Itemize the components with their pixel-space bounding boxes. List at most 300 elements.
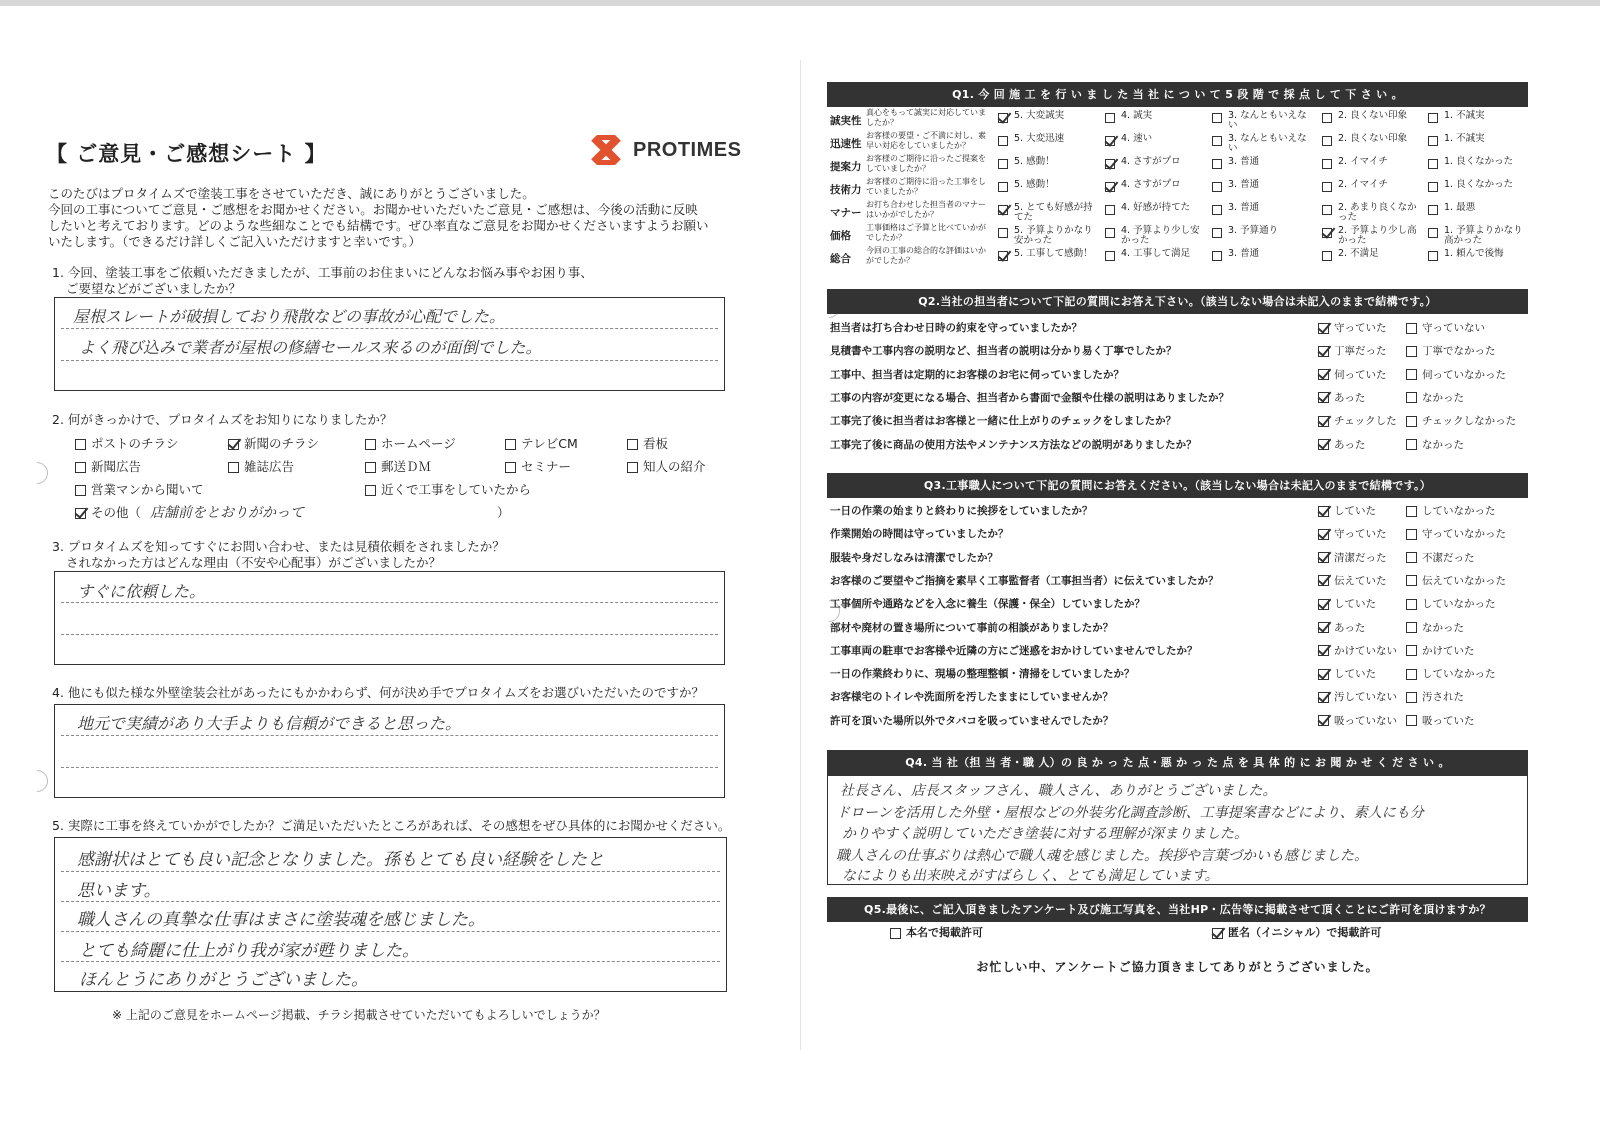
checkbox[interactable] [1428, 228, 1438, 238]
punch-hole [21, 765, 52, 796]
checkbox-checked[interactable] [1318, 439, 1329, 450]
checkbox [890, 928, 901, 939]
checkbox[interactable] [1212, 205, 1222, 215]
q1-choice-label: 3. なんともいえない [1228, 133, 1307, 154]
q4-header: Q4. 当 社（担 当 者・職 人）の 良 か っ た 点・悪 か っ た 点 を 具 体 的 に お 聞 か せ く だ さ い 。 [827, 750, 1528, 775]
q1-choice[interactable] [998, 111, 1098, 121]
q1-choice-label: 4. 予算より少し安かった [1121, 225, 1200, 246]
q1-choice[interactable] [1428, 249, 1528, 259]
checkbox[interactable] [1322, 205, 1332, 215]
answer-no[interactable] [1406, 713, 1475, 728]
checkbox [627, 462, 638, 473]
q4-answer-box[interactable] [827, 775, 1528, 885]
checkbox-checked[interactable] [1318, 715, 1329, 726]
answer-label: していた [1334, 668, 1376, 681]
q1-choice[interactable] [998, 226, 1098, 246]
checkbox[interactable] [1105, 113, 1115, 123]
answer-no[interactable] [1406, 437, 1464, 452]
q1-choice-label: 1. 良くなかった [1444, 179, 1514, 190]
answer-yes[interactable] [1318, 666, 1376, 681]
checkbox[interactable] [1406, 669, 1417, 680]
checkbox[interactable] [1322, 251, 1332, 261]
handwritten-answer: 地元で実績があり大手よりも信頼ができると思った。 [77, 714, 462, 733]
checkbox-checked[interactable] [998, 113, 1008, 123]
checkbox-checked[interactable] [1105, 159, 1115, 169]
q1-choice[interactable] [1322, 157, 1422, 167]
answer-yes[interactable] [1318, 343, 1387, 358]
answer-no[interactable] [1406, 320, 1485, 335]
q1-category: 誠実性 [830, 115, 862, 127]
checkbox-checked[interactable] [1318, 692, 1329, 703]
checkbox[interactable] [1406, 645, 1417, 656]
q1-choice[interactable] [1212, 111, 1312, 131]
checkbox-checked[interactable] [1318, 529, 1329, 540]
answer-label: 汚された [1422, 691, 1464, 704]
answer-yes[interactable] [1318, 643, 1397, 658]
question-text: 作業開始の時間は守っていましたか？ [830, 528, 1009, 541]
checkbox[interactable] [1428, 159, 1438, 169]
question-text: 一日の作業の始まりと終わりに挨拶をしていましたか？ [830, 505, 1093, 517]
answer-label: していなかった [1422, 598, 1496, 611]
answer-no[interactable] [1406, 596, 1496, 611]
q-line: ご要望などがございましたか？ [66, 281, 242, 296]
q1-row [828, 177, 1528, 200]
answer-label: 汚していない [1334, 691, 1397, 704]
q1-row [828, 131, 1528, 154]
answer-no[interactable] [1406, 643, 1475, 658]
q1-choice-label: 3. 普通 [1228, 248, 1260, 259]
q-line: 1. 今回、塗装工事をご依頼いただきましたが、工事前のお住まいにどんなお悩み事やお困り事、 [52, 265, 593, 280]
answer-yes[interactable] [1318, 526, 1387, 541]
answer-no[interactable] [1406, 503, 1496, 518]
checkbox[interactable] [1428, 251, 1438, 261]
left-q2-label: 2. 何がきっかけで、プロタイムズをお知りになりましたか？ [52, 412, 393, 427]
left-q1-answer-box[interactable] [54, 297, 725, 391]
handwritten-answer: 思います。 [77, 881, 161, 901]
checkbox-checked[interactable] [1318, 599, 1329, 610]
checkbox[interactable] [1428, 182, 1438, 192]
answer-no[interactable] [1406, 526, 1506, 541]
q1-choice-label: 4. 好感が持てた [1121, 202, 1191, 213]
checkbox-checked[interactable] [1105, 182, 1115, 192]
checkbox-checked[interactable] [1318, 416, 1329, 427]
q1-choice[interactable] [1105, 226, 1205, 246]
question-row [828, 639, 1528, 662]
source-option[interactable]: 新聞のチラシ [228, 436, 319, 452]
q1-choice-label: 5. 大変迅速 [1014, 133, 1065, 144]
checkbox-checked[interactable] [1318, 323, 1329, 334]
checkbox[interactable] [1212, 113, 1222, 123]
q1-choice[interactable] [1322, 111, 1422, 121]
checkbox[interactable] [998, 136, 1008, 146]
q1-category: 提案力 [830, 161, 862, 173]
checkbox[interactable] [998, 159, 1008, 169]
checkbox-checked[interactable] [998, 251, 1008, 261]
answer-yes[interactable] [1318, 437, 1365, 452]
checkbox[interactable] [1428, 113, 1438, 123]
answer-label: 吸っていた [1422, 714, 1475, 727]
q1-choice[interactable] [1105, 111, 1205, 121]
logo-text: PROTIMES [633, 139, 742, 161]
checkbox[interactable] [998, 182, 1008, 192]
answer-yes[interactable] [1318, 573, 1387, 588]
permission-anonymous[interactable]: 匿名（イニシャル）で掲載許可 [1212, 925, 1381, 941]
answer-yes[interactable] [1318, 367, 1387, 382]
checkbox[interactable] [1406, 392, 1417, 403]
checkbox[interactable] [1428, 205, 1438, 215]
answer-no[interactable] [1406, 550, 1475, 565]
q1-choice-label: 5. 感動！ [1014, 156, 1055, 167]
answer-yes[interactable] [1318, 713, 1397, 728]
checkbox [75, 439, 86, 450]
q1-category: 技術力 [830, 184, 862, 196]
q1-choice[interactable] [1212, 249, 1312, 259]
q1-choice-label: 1. 不誠実 [1444, 133, 1485, 144]
checkbox[interactable] [1406, 692, 1417, 703]
answer-no[interactable] [1406, 343, 1496, 358]
checkbox-checked [75, 508, 86, 519]
q1-choice-label: 4. さすがプロ [1121, 179, 1181, 190]
q1-description: お客様のご期待に沿った工事をしていましたか？ [866, 177, 986, 196]
handwritten-answer: 感謝状はとても良い記念となりました。孫もとても良い経験をしたと [77, 850, 604, 870]
q1-choice-label: 3. なんともいえない [1228, 110, 1307, 131]
checkbox-checked[interactable] [1318, 575, 1329, 586]
left-q4-answer-box[interactable] [54, 704, 725, 798]
q1-description: お客様の要望・ご不満に対し、素早い対応をしていましたか？ [866, 131, 986, 150]
answer-yes[interactable] [1318, 620, 1365, 635]
answer-no[interactable] [1406, 413, 1516, 428]
answer-label: あった [1334, 438, 1366, 451]
intro-text [48, 186, 748, 250]
answer-yes[interactable] [1318, 689, 1397, 704]
answer-label: なかった [1422, 391, 1464, 404]
q1-description: 真心をもって誠実に対応していましたか？ [866, 108, 986, 127]
q1-choice[interactable] [1428, 226, 1528, 246]
answer-label: 守っていた [1334, 528, 1387, 541]
q1-choice-label: 5. とても好感が持てた [1014, 202, 1093, 223]
source-option[interactable]: セミナー [505, 459, 571, 475]
checkbox [627, 439, 638, 450]
q1-row [828, 223, 1528, 246]
checkbox[interactable] [1406, 369, 1417, 380]
checkbox-checked[interactable] [1318, 552, 1329, 563]
q1-choice[interactable] [1322, 203, 1422, 223]
q1-choice[interactable] [1105, 249, 1205, 259]
q1-choice[interactable] [1322, 226, 1422, 246]
q5-header: Q5.最後に、ご記入頂きましたアンケート及び施工写真を、当社HP・広告等に掲載させて頂くことにご許可を頂けますか？ [827, 897, 1528, 922]
question-text: 工事車両の駐車でお客様や近隣の方にご迷惑をおかけしていませんでしたか？ [830, 644, 1198, 657]
answer-yes[interactable] [1318, 550, 1387, 565]
scan-edge [0, 0, 1600, 6]
q1-choice[interactable] [1322, 134, 1422, 144]
q1-choice-label: 1. 良くなかった [1444, 156, 1514, 167]
q1-choice-label: 5. 予算よりかなり安かった [1014, 225, 1093, 246]
question-text: 部材や廃材の置き場所について事前の相談がありましたか？ [830, 621, 1114, 634]
q1-choice-label: 3. 普通 [1228, 202, 1260, 213]
q1-choice-label: 2. あまり良くなかった [1338, 202, 1417, 223]
answer-label: チェックしなかった [1422, 415, 1517, 428]
question-row [828, 709, 1528, 732]
closing-thanks: お忙しい中、アンケートご協力頂きましてありがとうございました。 [976, 960, 1379, 974]
left-q4-label: 4. 他にも似た様な外壁塗装会社があったにもかかわらず、何が決め手でプロタイムズをお選びいただいたのですか？ [52, 685, 705, 700]
q1-choice[interactable] [1428, 111, 1528, 121]
checkbox[interactable] [1406, 323, 1417, 334]
handwritten-answer: 社長さん、店長スタッフさん、職人さん、ありがとうございました。 [840, 783, 1277, 799]
checkbox[interactable] [1406, 529, 1417, 540]
source-option[interactable]: 雑誌広告 [228, 459, 294, 475]
protimes-logo [585, 132, 742, 168]
q1-choice[interactable] [1212, 203, 1312, 213]
q1-choice[interactable] [1212, 134, 1312, 154]
question-row [828, 433, 1528, 456]
answer-label: していなかった [1422, 668, 1496, 681]
question-row [828, 316, 1528, 339]
answer-label: していた [1334, 505, 1376, 517]
checkbox-checked[interactable] [1318, 622, 1329, 633]
handwritten-answer: かりやすく説明していただき塗装に対する理解が深まりました。 [842, 826, 1248, 842]
question-row [828, 409, 1528, 432]
q1-choice-label: 2. 不満足 [1338, 248, 1379, 259]
q1-choice[interactable] [1428, 134, 1528, 144]
answer-label: 伝えていなかった [1422, 574, 1506, 587]
left-q5-label: 5. 実際に工事を終えていかがでしたか？ご満足いただいたところがあれば、その感想をぜひ具体的にお聞かせください。 [52, 818, 731, 833]
answer-label: していた [1334, 598, 1376, 611]
question-text: 工事の内容が変更になる場合、担当者から書面で金額や仕様の説明はありましたか？ [830, 391, 1229, 404]
q1-choice-label: 4. 工事して満足 [1121, 248, 1191, 259]
q1-category: 価格 [830, 230, 851, 242]
checkbox[interactable] [1406, 622, 1417, 633]
source-option[interactable]: ホームページ [365, 436, 456, 452]
answer-yes[interactable] [1318, 320, 1387, 335]
checkbox[interactable] [1105, 205, 1115, 215]
question-text: 工事個所や通路などを入念に養生（保護・保全）していましたか？ [830, 598, 1145, 611]
q1-choice[interactable] [998, 249, 1098, 259]
question-row [828, 662, 1528, 685]
checkbox[interactable] [1105, 228, 1115, 238]
q1-choice[interactable] [998, 157, 1098, 167]
footnote: ※ 上記のご意見をホームページ掲載、チラシ掲載させていただいてもよろしいでしょうか？ [112, 1008, 606, 1022]
checkbox [228, 462, 239, 473]
handwritten-answer: 職人さんの仕事ぶりは熱心で職人魂を感じました。挨拶や言葉づかいも感じました。 [836, 848, 1368, 864]
q1-choice[interactable] [998, 180, 1098, 190]
checkbox-checked[interactable] [1322, 228, 1332, 238]
answer-no[interactable] [1406, 666, 1496, 681]
answer-label: 吸っていない [1334, 714, 1397, 727]
q1-choice[interactable] [1105, 134, 1205, 144]
checkbox-checked[interactable] [1318, 369, 1329, 380]
q1-choice-label: 2. 予算より少し高かった [1338, 225, 1417, 246]
q1-choice[interactable] [1428, 180, 1528, 190]
intro-line: 今回の工事についてご意見・ご感想をお聞かせください。お聞かせいただいたご意見・ご感想は、今後の活動に反映 [48, 202, 698, 217]
source-option[interactable]: 近くで工事をしていたから [365, 482, 531, 498]
answer-label: 伺っていた [1334, 368, 1387, 381]
checkbox[interactable] [1406, 715, 1417, 726]
answer-label: 伺っていなかった [1422, 368, 1506, 381]
question-text: 工事完了後に担当者はお客様と一緒に仕上がりのチェックをしましたか？ [830, 415, 1177, 428]
answer-yes[interactable] [1318, 596, 1376, 611]
q1-category: 総合 [830, 253, 851, 265]
checkbox-checked[interactable] [1318, 392, 1329, 403]
checkbox[interactable] [998, 228, 1008, 238]
q1-choice-label: 5. 大変誠実 [1014, 110, 1065, 121]
q1-choice-label: 2. 良くない印象 [1338, 133, 1408, 144]
checkbox[interactable] [1322, 113, 1332, 123]
checkbox[interactable] [1406, 552, 1417, 563]
q1-choice-label: 1. 頼んで後悔 [1444, 248, 1504, 259]
q1-choice[interactable] [1212, 157, 1312, 167]
answer-label: 守っていない [1422, 322, 1485, 334]
checkbox[interactable] [1105, 251, 1115, 261]
answer-no[interactable] [1406, 689, 1464, 704]
checkbox[interactable] [1406, 575, 1417, 586]
q1-choice-label: 4. 誠実 [1121, 110, 1153, 121]
question-text: 許可を頂いた場所以外でタバコを吸っていませんでしたか？ [830, 714, 1114, 727]
q1-choice-label: 3. 予算通り [1228, 225, 1279, 236]
checkbox[interactable] [1212, 182, 1222, 192]
checkbox [505, 439, 516, 450]
q1-choice-label: 4. さすがプロ [1121, 156, 1181, 167]
checkbox[interactable] [1406, 416, 1417, 427]
source-option[interactable]: 看板 [627, 436, 668, 452]
question-text: 服装や身だしなみは清潔でしたか？ [830, 551, 998, 564]
checkbox [505, 462, 516, 473]
q1-choice[interactable] [1322, 180, 1422, 190]
answer-no[interactable] [1406, 573, 1506, 588]
handwritten-answer: とても綺麗に仕上がり我が家が甦りました。 [79, 941, 419, 961]
checkbox[interactable] [1212, 251, 1222, 261]
q1-choice[interactable] [998, 134, 1098, 144]
q1-choice-label: 1. 不誠実 [1444, 110, 1485, 121]
checkbox-checked[interactable] [1318, 506, 1329, 517]
checkbox-checked[interactable] [1318, 669, 1329, 680]
close-paren: ） [497, 505, 510, 520]
left-q5-answer-box[interactable] [54, 837, 727, 992]
answer-yes[interactable] [1318, 503, 1376, 518]
question-row [828, 363, 1528, 386]
checkbox [75, 462, 86, 473]
intro-line: したいと考えております。どのような些細なことでも結構です。ぜひ率直なご意見をお聞かせくださいますようお願い [48, 218, 709, 233]
checkbox[interactable] [1406, 439, 1417, 450]
q1-row [828, 246, 1528, 269]
q2-header: Q2.当社の担当者について下記の質問にお答え下さい。（該当しない場合は未記入のままで結構です。） [827, 289, 1528, 314]
source-option[interactable]: 新聞広告 [75, 459, 141, 475]
checkbox[interactable] [1212, 159, 1222, 169]
checkbox-checked[interactable] [1318, 346, 1329, 357]
answer-no[interactable] [1406, 390, 1464, 405]
checkbox[interactable] [1428, 136, 1438, 146]
checkbox [365, 485, 376, 496]
q1-row [828, 108, 1528, 131]
q1-choice[interactable] [1212, 226, 1312, 236]
handwritten-answer: なによりも出来映えがすばらしく、とても満足しています。 [842, 868, 1219, 884]
question-text: お客様のご要望やご指摘を素早く工事監督者（工事担当者）に伝えていましたか？ [830, 574, 1219, 587]
q1-row [828, 154, 1528, 177]
source-option[interactable]: 知人の紹介 [627, 459, 706, 475]
checkbox[interactable] [1322, 136, 1332, 146]
answer-label: 守っていなかった [1422, 528, 1506, 541]
left-q1-label [52, 265, 593, 297]
checkbox-checked [228, 439, 239, 450]
answer-label: 伝えていた [1334, 574, 1387, 587]
checkbox[interactable] [1406, 506, 1417, 517]
question-row [828, 522, 1528, 545]
q1-choice[interactable] [1105, 180, 1205, 190]
answer-label: 守っていた [1334, 322, 1387, 334]
handwritten-answer: すぐに依頼した。 [77, 582, 206, 601]
answer-label: していなかった [1422, 505, 1496, 517]
q1-choice[interactable] [1322, 249, 1422, 259]
q1-choice[interactable] [1212, 180, 1312, 190]
checkbox[interactable] [1406, 346, 1417, 357]
page-title: 【 ご意見・ご感想シート 】 [46, 142, 327, 166]
answer-yes[interactable] [1318, 390, 1365, 405]
question-row [828, 592, 1528, 615]
answer-no[interactable] [1406, 367, 1506, 382]
q1-choice-label: 2. イマイチ [1338, 179, 1388, 190]
left-q3-label [52, 539, 505, 571]
q1-category: マナー [830, 207, 862, 219]
checkbox-checked[interactable] [1318, 645, 1329, 656]
answer-label: かけていない [1334, 644, 1397, 657]
answer-label: 丁寧だった [1334, 345, 1387, 358]
question-row [828, 569, 1528, 592]
source-option[interactable]: 営業マンから聞いて [75, 482, 204, 498]
q-line: 3. プロタイムズを知ってすぐにお問い合わせ、または見積依頼をされましたか？ [52, 539, 505, 554]
q1-description: 工事価格はご予算と比べていかがでしたか？ [866, 223, 986, 242]
source-option[interactable]: テレビCM [505, 436, 578, 452]
source-option-other[interactable]: その他（ [75, 505, 141, 521]
checkbox-checked[interactable] [998, 205, 1008, 215]
checkbox[interactable] [1322, 182, 1332, 192]
q1-choice[interactable] [998, 203, 1098, 223]
q1-description: お打ち合わせした担当者のマナーはいかがでしたか？ [866, 200, 986, 219]
answer-label: 清潔だった [1334, 551, 1387, 564]
q3-header: Q3.工事職人について下記の質問にお答えください。（該当しない場合は未記入のままで結構です。） [827, 473, 1528, 498]
answer-yes[interactable] [1318, 413, 1397, 428]
q1-choice[interactable] [1105, 203, 1205, 213]
q1-row [828, 200, 1528, 223]
checkbox[interactable] [1322, 159, 1332, 169]
checkbox-checked[interactable] [1105, 136, 1115, 146]
permission-real-name[interactable]: 本名で掲載許可 [890, 925, 983, 941]
question-text: 一日の作業終わりに、現場の整理整頓・清掃をしていましたか？ [830, 668, 1135, 681]
question-row [828, 499, 1528, 522]
question-row [828, 339, 1528, 362]
q1-choice-label: 4. 速い [1121, 133, 1153, 144]
q1-choice[interactable] [1428, 203, 1528, 213]
page-fold [800, 60, 801, 1050]
q1-choice-label: 5. 工事して感動！ [1014, 248, 1093, 259]
answer-label: 丁寧でなかった [1422, 345, 1496, 358]
q1-choice-label: 2. イマイチ [1338, 156, 1388, 167]
checkbox[interactable] [1212, 136, 1222, 146]
q1-choice[interactable] [1105, 157, 1205, 167]
question-text: お客様宅のトイレや洗面所を汚したままにしていませんか？ [830, 691, 1113, 704]
checkbox[interactable] [1212, 228, 1222, 238]
checkbox[interactable] [1406, 599, 1417, 610]
q1-choice-label: 2. 良くない印象 [1338, 110, 1408, 121]
question-text: 見積書や工事内容の説明など、担当者の説明は分かり易く丁寧でしたか？ [830, 345, 1177, 358]
logo-mark-icon [585, 132, 627, 168]
left-q3-answer-box[interactable] [54, 571, 725, 665]
source-option[interactable]: ポストのチラシ [75, 436, 179, 452]
question-row [828, 685, 1528, 708]
source-option[interactable]: 郵送ＤＭ [365, 459, 431, 475]
answer-label: あった [1334, 621, 1366, 634]
q1-choice[interactable] [1428, 157, 1528, 167]
q1-category: 迅速性 [830, 138, 862, 150]
answer-no[interactable] [1406, 620, 1464, 635]
